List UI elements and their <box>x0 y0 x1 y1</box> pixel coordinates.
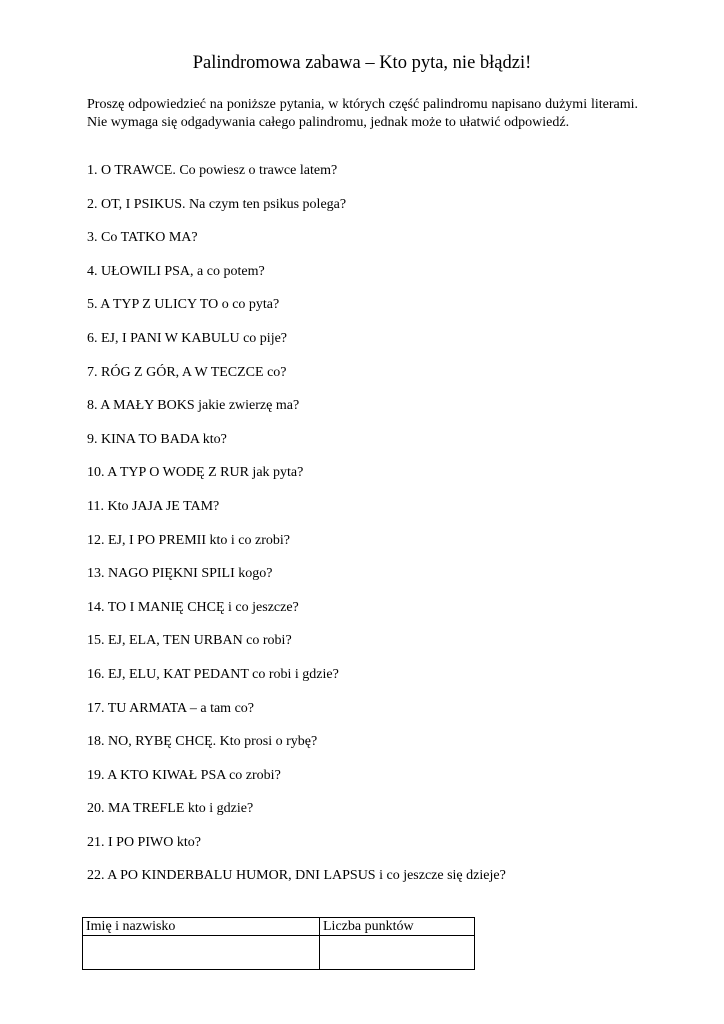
question-item: 11. Kto JAJA JE TAM? <box>87 498 220 514</box>
question-item: 17. TU ARMATA – a tam co? <box>87 700 254 716</box>
question-item: 6. EJ, I PANI W KABULU co pije? <box>87 330 288 346</box>
question-item: 18. NO, RYBĘ CHCĘ. Kto prosi o rybę? <box>87 734 318 750</box>
question-item: 8. A MAŁY BOKS jakie zwierzę ma? <box>87 398 300 414</box>
question-item: 19. A KTO KIWAŁ PSA co zrobi? <box>87 767 281 783</box>
question-item: 12. EJ, I PO PREMII kto i co zrobi? <box>87 532 290 548</box>
score-table <box>82 917 475 970</box>
question-item: 22. A PO KINDERBALU HUMOR, DNI LAPSUS i co jeszcze się dzieje? <box>87 868 506 884</box>
page-title: Palindromowa zabawa – Kto pyta, nie błądzi! <box>192 53 532 73</box>
question-list <box>87 162 647 901</box>
question-item: 1. O TRAWCE. Co powiesz o trawce latem? <box>87 163 338 178</box>
question-item: 9. KINA TO BADA kto? <box>87 431 227 447</box>
name-column-header: Imię i nazwisko <box>83 918 320 936</box>
question-item: 20. MA TREFLE kto i gdzie? <box>87 801 254 817</box>
score-table-entry-row <box>83 936 475 970</box>
name-entry-cell[interactable] <box>83 936 320 970</box>
question-item: 15. EJ, ELA, TEN URBAN co robi? <box>87 633 292 649</box>
question-item: 14. TO I MANIĘ CHCĘ i co jeszcze? <box>87 599 299 615</box>
question-item: 2. OT, I PSIKUS. Na czym ten psikus polega? <box>87 196 347 212</box>
instructions-paragraph: Proszę odpowiedzieć na poniższe pytania, w których część palindromu napisano dużymi literami. Nie wymaga się odgadywania całego palindromu, jednak może to ułatwić odpowiedź. <box>87 97 638 130</box>
points-column-header: Liczba punktów <box>320 918 475 936</box>
question-item: 5. A TYP Z ULICY TO o co pyta? <box>87 297 280 313</box>
points-entry-cell[interactable] <box>320 936 475 970</box>
question-item: 16. EJ, ELU, KAT PEDANT co robi i gdzie? <box>87 666 339 682</box>
question-item: 3. Co TATKO MA? <box>87 230 198 246</box>
question-item: 10. A TYP O WODĘ Z RUR jak pyta? <box>87 465 304 481</box>
question-item: 21. I PO PIWO kto? <box>87 834 201 850</box>
question-item: 7. RÓG Z GÓR, A W TECZCE co? <box>87 364 287 380</box>
question-item: 13. NAGO PIĘKNI SPILI kogo? <box>87 566 273 582</box>
score-table-header-row <box>83 918 475 936</box>
question-item: 4. UŁOWILI PSA, a co potem? <box>87 263 265 279</box>
